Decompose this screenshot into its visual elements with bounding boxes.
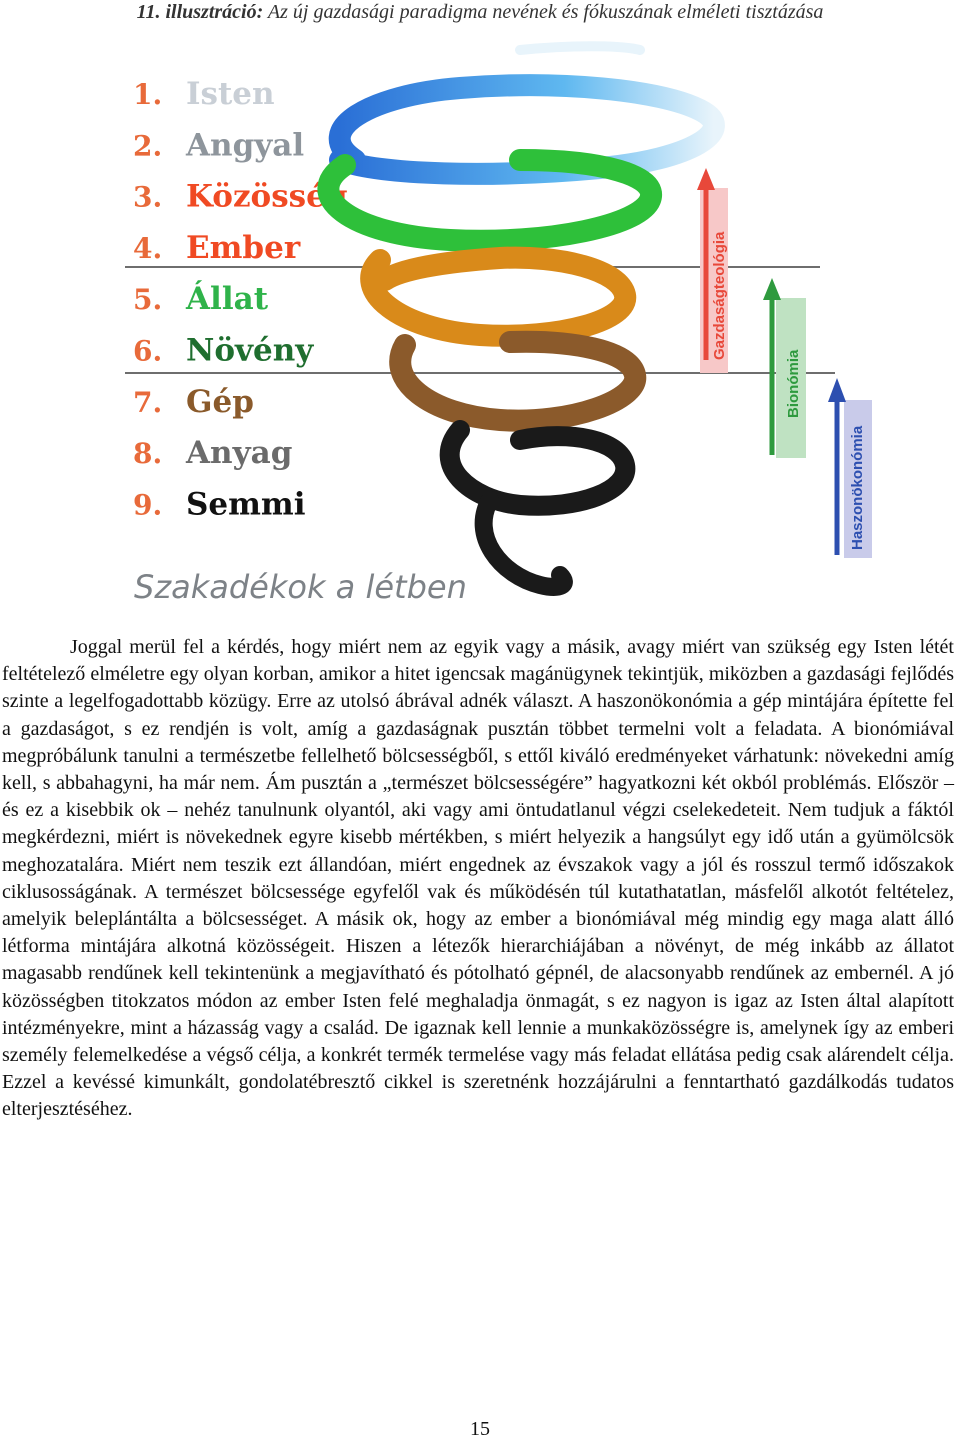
spiral-ring-black-upper xyxy=(450,430,626,506)
level-number: 6. xyxy=(133,334,163,368)
spiral-figure-svg xyxy=(0,40,960,620)
spiral-tail-top xyxy=(520,46,640,50)
arrow-head-gazdasagteologia xyxy=(697,168,715,190)
arrow-bionomia xyxy=(763,278,806,458)
arrow-haszonokonomia xyxy=(828,378,872,558)
level-number: 2. xyxy=(133,129,163,163)
level-number: 4. xyxy=(133,231,163,265)
level-label: Növény xyxy=(186,332,314,369)
level-label: Anyag xyxy=(186,435,293,472)
level-number: 7. xyxy=(133,385,163,419)
level-label: Gép xyxy=(186,383,254,420)
arrow-label-haszonokonomia: Haszonökonómia xyxy=(849,425,866,550)
figure-caption xyxy=(0,0,960,24)
caption-title: Az új gazdasági paradigma nevének és fókuszának elméleti tisztázása xyxy=(267,1,824,23)
page-number: 15 xyxy=(470,1418,490,1440)
level-number: 1. xyxy=(133,78,163,111)
level-label: Semmi xyxy=(186,486,306,523)
level-number: 8. xyxy=(133,437,163,471)
body-text xyxy=(2,634,954,1124)
body-paragraph: Joggal merül fel a kérdés, hogy miért nem az egyik vagy a másik, avagy miért van szükség egy Isten létét feltételező elméletre egy olyan korban, amikor a hitet igencsak magánügynek tekintjük, miközben a gazdasági fejlődés szinte a legelfogadottabb közügy. Erre az utolsó ábrával adnék választ. A haszonökonómia a gép mintájára építette fel a gazdaságot, s ez rendjén is volt, amíg a gazdaságnak pusztán többet termelni volt a feladata. A bionómiával megpróbálunk tanulni a természetbe fellelhető bölcsességből, s ettől kiváló eredményeket várhatunk: növekedni amíg kell, s abbahagyni, ha már nem. Ám pusztán a „természet bölcsességére” hagyatkozni két okból problémás. Először – és ez a kisebbik ok – nehéz tanulnunk olyantól, aki vagy ami öntudatlanul végzi cselekedeteit. Nem tudjuk a fáktól megkérdezni, miért is növekednek egyre kisebb mértékben, s miért helyezik a hangsúlyt egy idő után a gyümölcsök meghozatalára. Miért nem teszik ezt állandóan, miért engednek az évszakok vagy a jól és rosszul termő időszakok ciklusosságának. A természet bölcsessége egyfelől vak és működésén túl kutathatatlan, másfelől alkotót feltételez, amelyik beleplántálta a bölcsességet. A másik ok, hogy az ember a bionómiával még mindig egy maga alatt álló létforma mintájára alkotná közösségeit. Hiszen a létezők hierarchiájában a növényt, de még inkább az állatot magasabb rendűnek kell tekintenünk a megjavítható és pótolható gépnél, de alacsonyabb rendűnek az embernél. A jó közösségben titokzatos módon az ember Isten felé meghaladja önmagát, s ez nagyon is igaz az Isten által alapított intézményekre, mint a házasság vagy a család. De igaznak kell lennie a munkaközösségre is, amelynek így az emberi személy felemelkedése a végső célja, a konkrét termék termelése vagy más feladat ellátása pedig csak alárendelt célja. Ezzel a kevéssé kimunkált, gondolatébresztő cikkel is szeretnénk hozzájárulni a fenntartható gazdálkodás tudatos elterjesztéséhez. xyxy=(2,636,954,1121)
spiral-ring-brown xyxy=(400,342,635,421)
arrow-head-haszonokonomia xyxy=(828,378,846,402)
caption-number: 11. xyxy=(136,1,161,23)
level-label: Állat xyxy=(186,281,269,318)
level-number: 9. xyxy=(133,488,163,522)
arrow-gazdasagteologia xyxy=(697,168,728,373)
arrow-label-bionomia: Bionómia xyxy=(785,349,802,418)
level-list xyxy=(133,76,348,522)
arrow-label-gazdasagteologia: Gazdaságteológia xyxy=(711,231,728,360)
level-number: 5. xyxy=(133,283,163,317)
level-label: Isten xyxy=(186,76,275,112)
spiral-ring-orange xyxy=(371,258,625,336)
caption-label: illusztráció: xyxy=(165,1,264,23)
level-number: 3. xyxy=(133,180,163,214)
level-label: Közösség xyxy=(186,178,348,215)
arrow-head-bionomia xyxy=(763,278,781,300)
spiral-figure xyxy=(0,40,960,620)
level-label: Ember xyxy=(186,229,301,266)
level-label: Angyal xyxy=(186,127,305,164)
spiral xyxy=(328,46,714,587)
figure-bottom-title: Szakadékok a létben xyxy=(134,568,467,606)
